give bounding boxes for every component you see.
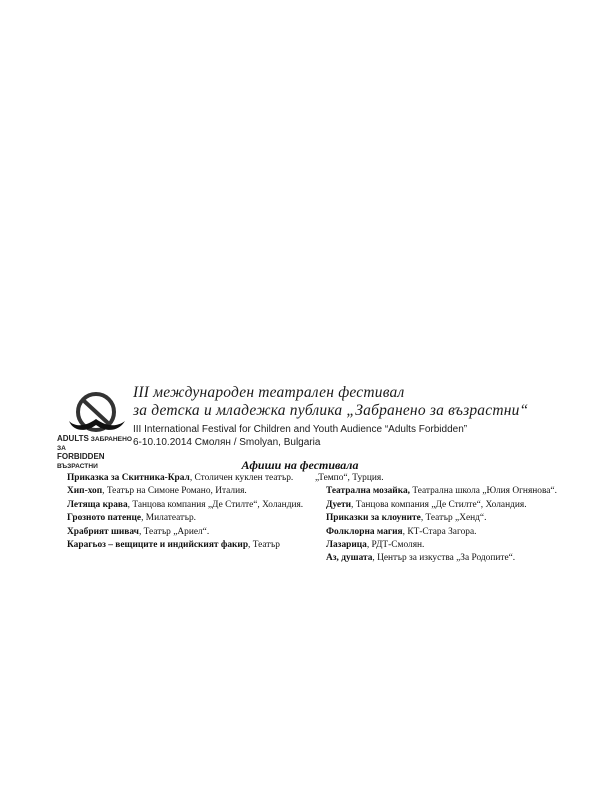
program-entry bbox=[56, 499, 308, 512]
program-entry bbox=[56, 526, 308, 539]
entry-description: , Танцова компания „Де Стилте“, Холандия. bbox=[351, 499, 527, 510]
entry-title: Грозното патенце bbox=[67, 513, 142, 524]
entry-description: Театрална школа „Юлия Огнянова“. bbox=[410, 486, 557, 497]
festival-english-title: III International Festival for Children and Youth Audience “Adults Forbidden” bbox=[133, 424, 468, 435]
entry-title: Храбрият шивач bbox=[67, 526, 139, 537]
logo-bg-line2: ВЪЗРАСТНИ bbox=[57, 462, 98, 470]
program-entry bbox=[56, 539, 308, 552]
entry-title: Приказка за Скитника-Крал bbox=[67, 473, 190, 483]
program-entry bbox=[315, 526, 567, 539]
entry-description: , РДТ-Смолян. bbox=[366, 540, 425, 551]
festival-title-line2: за детска и младежка публика „Забранено за възрастни“ bbox=[133, 402, 529, 419]
program-entry bbox=[315, 512, 567, 525]
entry-title: Приказки за клоуните bbox=[326, 513, 421, 524]
festival-logo bbox=[57, 391, 141, 470]
entry-description: , Театър „Хенд“. bbox=[420, 513, 487, 524]
program-entry bbox=[315, 485, 567, 498]
program-entry bbox=[56, 485, 308, 498]
entry-description: , Танцова компания „Де Стилте“, Холандия. bbox=[127, 499, 304, 510]
entry-title: Фолклорна магия bbox=[326, 526, 403, 537]
program-entry bbox=[315, 552, 567, 565]
entry-description: , Център за изкуства „За Родопите“. bbox=[372, 553, 516, 564]
entry-description: , Столичен куклен театър. bbox=[189, 473, 294, 483]
festival-dates-location: 6-10.10.2014 Смолян / Smolyan, Bulgaria bbox=[133, 437, 321, 448]
logo-forbidden: FORBIDDEN bbox=[57, 452, 105, 461]
left-column bbox=[56, 472, 308, 552]
entry-title: Летяща крава bbox=[67, 499, 128, 510]
program-entry bbox=[315, 539, 567, 552]
entry-title: Дуети bbox=[326, 499, 352, 510]
entry-title: Карагьоз – вещиците и индийският факир bbox=[67, 540, 249, 551]
program-entry bbox=[56, 472, 308, 485]
entry-description: , КТ-Стара Загора. bbox=[402, 526, 477, 537]
entry-description: , Милатеатър. bbox=[141, 513, 197, 524]
program-entry bbox=[56, 512, 308, 525]
festival-title-line1: III международен театрален фестивал bbox=[133, 384, 405, 401]
entry-title: Театрална мозайка, bbox=[326, 486, 410, 497]
entry-title: Хип-хоп bbox=[67, 486, 103, 497]
program-entry bbox=[315, 499, 567, 512]
logo-adults: ADULTS bbox=[57, 434, 89, 443]
entry-title: Лазарица bbox=[326, 540, 367, 551]
right-column bbox=[315, 472, 567, 566]
prohibited-mustache-icon bbox=[67, 391, 129, 435]
entry-description: , Театър на Симоне Романо, Италия. bbox=[102, 486, 247, 497]
logo-bg-line1: ЗАБРАНЕНО ЗА bbox=[57, 436, 132, 452]
entry-description: , Театър bbox=[248, 540, 280, 551]
entry-description: , Театър „Ариел“. bbox=[138, 526, 210, 537]
section-title: Афиши на фестивала bbox=[241, 458, 359, 472]
entry-title: Аз, душата bbox=[326, 553, 373, 564]
entry-continuation: „Темпо“, Турция. bbox=[315, 473, 384, 483]
